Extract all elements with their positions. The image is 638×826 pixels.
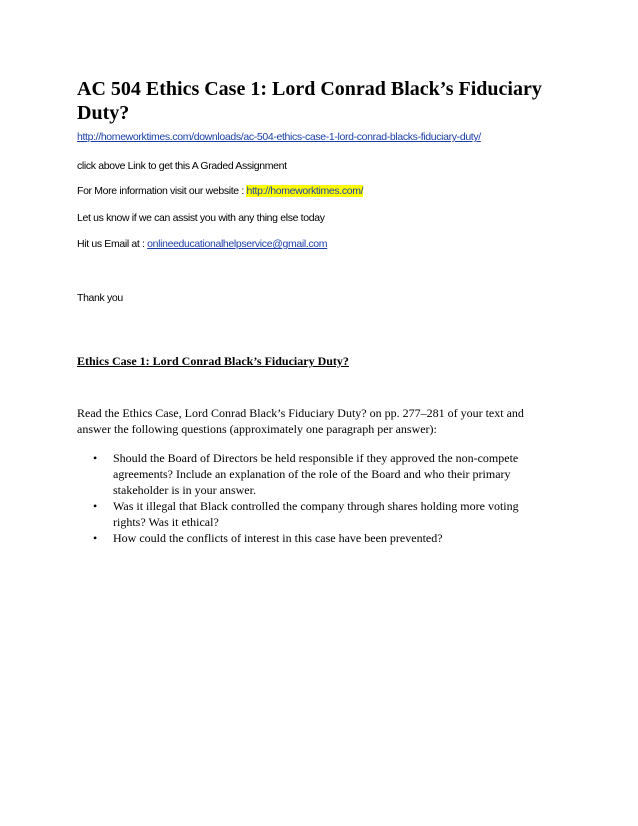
question-text: How could the conflicts of interest in this case have been prevented? bbox=[113, 531, 443, 545]
list-item bbox=[93, 530, 553, 546]
intro-paragraph: Read the Ethics Case, Lord Conrad Black’s Fiduciary Duty? on pp. 277–281 of your text and answer the following questions (approximately one paragraph per answer): bbox=[77, 406, 524, 436]
list-item bbox=[93, 450, 553, 498]
email-line bbox=[77, 238, 327, 250]
assignment-link[interactable]: http://homeworktimes.com/downloads/ac-504-ethics-case-1-lord-conrad-blacks-fiduciary-duty/ bbox=[77, 131, 481, 143]
email-link[interactable]: onlineeducationalhelpservice@gmail.com bbox=[147, 238, 328, 250]
bullet-icon: • bbox=[93, 499, 98, 513]
question-text: Should the Board of Directors be held responsible if they approved the non-compete agreements? Include an explanation of the role of the Board and who their primary stakeholder is in your answer. bbox=[113, 451, 519, 497]
document-title: AC 504 Ethics Case 1: Lord Conrad Black’s Fiduciary Duty? bbox=[77, 78, 542, 124]
assist-text: Let us know if we can assist you with any thing else today bbox=[77, 212, 325, 224]
more-info-label: For More information visit our website : bbox=[77, 185, 247, 197]
case-heading: Ethics Case 1: Lord Conrad Black’s Fiduciary Duty? bbox=[77, 354, 349, 368]
email-label: Hit us Email at : bbox=[77, 238, 148, 250]
bullet-icon: • bbox=[93, 531, 98, 545]
question-text: Was it illegal that Black controlled the company through shares holding more voting rights? Was it ethical? bbox=[113, 499, 519, 529]
question-list bbox=[93, 450, 553, 546]
bullet-icon: • bbox=[93, 451, 98, 465]
click-instruction: click above Link to get this A Graded Assignment bbox=[77, 160, 287, 172]
thank-you-text: Thank you bbox=[77, 292, 123, 304]
website-link[interactable]: http://homeworktimes.com/ bbox=[246, 185, 364, 197]
more-info-line bbox=[77, 185, 363, 197]
assignment-link-line bbox=[77, 131, 481, 143]
list-item bbox=[93, 498, 553, 530]
